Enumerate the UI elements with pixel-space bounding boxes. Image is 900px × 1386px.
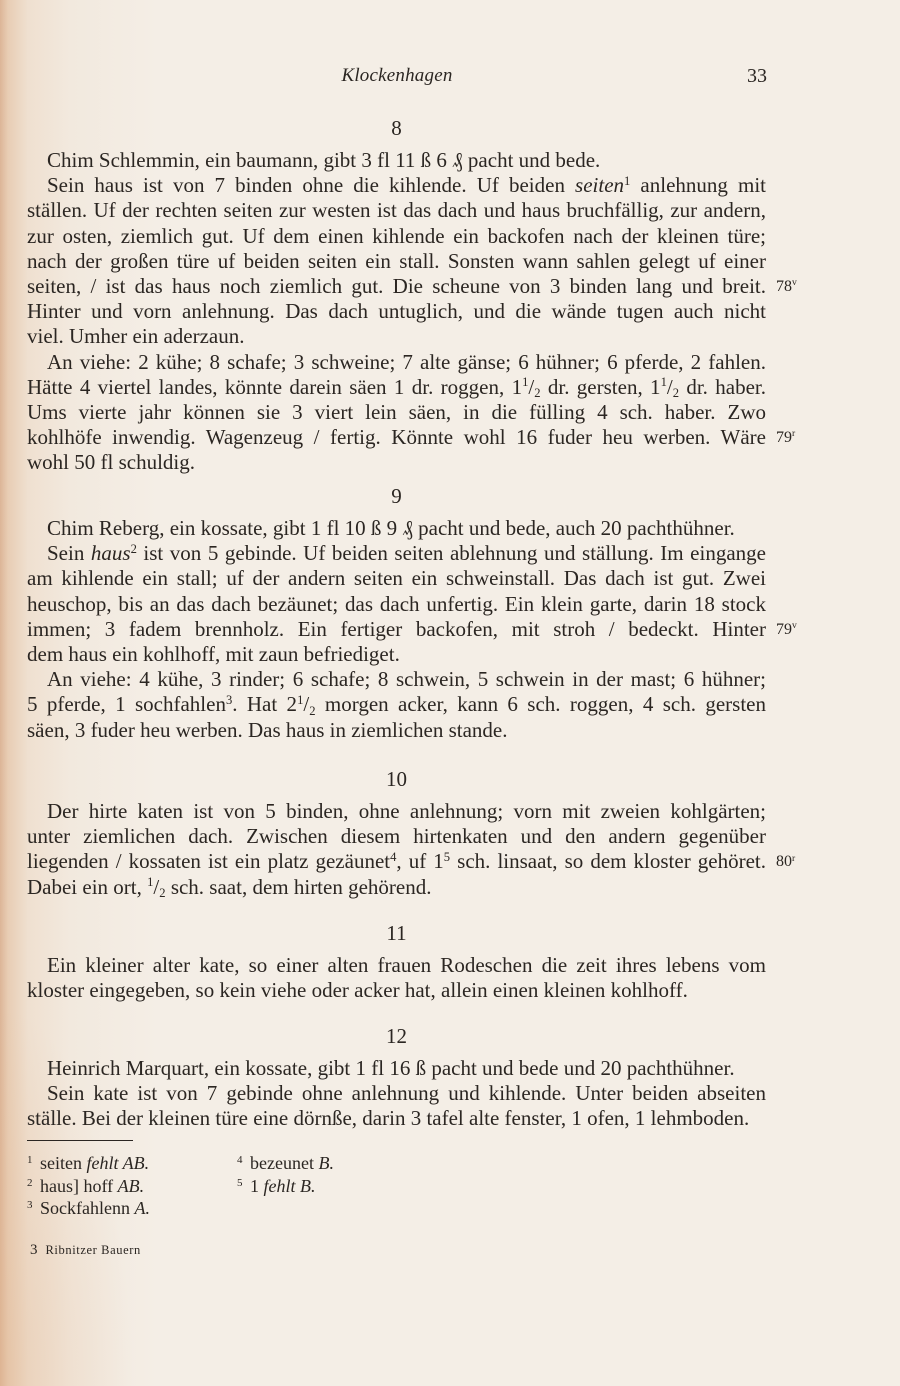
paragraph (27, 667, 766, 743)
text-run: ist von 5 gebinde. Uf beiden seiten ablehnung und ställung. Im eingange (136, 541, 766, 566)
text-run: liegenden / kossaten ist ein platz gezäunet (27, 849, 391, 874)
paragraph (27, 799, 796, 901)
entry-section (27, 920, 766, 1003)
text-run: 5 pferde, 1 sochfahlen (27, 692, 226, 717)
text-line (27, 173, 766, 198)
text-run: sch. saat, dem hirten gehörend. (165, 874, 432, 899)
folio-marginal-note (776, 617, 797, 642)
text-run: Chim Schlemmin, ein baumann, gibt 3 fl 11 ß 6 ₰ pacht und bede. (47, 148, 601, 172)
text-run: / (528, 374, 535, 399)
entry-section (27, 483, 797, 743)
superscript: 5 (443, 849, 451, 864)
folio-number: 80 (776, 853, 792, 871)
text-line (27, 692, 766, 717)
folio-marginal-note (776, 425, 795, 450)
italic-text: seiten (575, 173, 625, 198)
entry-section (27, 766, 796, 901)
text-run: / (153, 874, 160, 899)
entry-number: 12 (386, 1024, 407, 1048)
footnote-siglum: fehlt B. (263, 1175, 316, 1196)
text-line (27, 224, 766, 249)
text-line (27, 148, 766, 173)
paragraph (27, 173, 797, 349)
folio-marginal-note (776, 849, 795, 874)
footnote (27, 1197, 150, 1220)
superscript: 1 (297, 692, 304, 707)
text-run: Ein kleiner alter kate, so einer alten frauen Rodeschen die zeit ihres lebens vom (47, 953, 766, 977)
text-run: . Hat 2 (232, 692, 298, 717)
folio-number: 79 (776, 620, 792, 638)
text-run: seiten, / ist das haus noch ziemlich gut. Die scheune von 3 binden lang und breit. (27, 273, 766, 298)
footnote-marker: 4 (237, 1154, 243, 1166)
footnote-marker: 5 (237, 1176, 243, 1189)
running-header (27, 62, 767, 90)
text-line (27, 541, 766, 566)
text-run: Hätte 4 viertel landes, könnte darein säen 1 dr. roggen, 1 (27, 374, 523, 399)
text-run: immen; 3 fadem brennholz. Ein fertiger backofen, mit stroh / bedeckt. Hinter (27, 616, 766, 641)
text-run: unter ziemlichen dach. Zwischen diesem hirtenkaten und den andern gegenüber (27, 824, 766, 849)
footnote (27, 1152, 150, 1175)
text-line (27, 616, 797, 642)
footnote-marker: 2 (27, 1176, 33, 1189)
text-run: Dabei ein ort, (27, 874, 148, 899)
folio-side: v (792, 277, 797, 289)
text-run: ställe. Bei der kleinen türe eine dörnße, darin 3 tafel alte fenster, 1 ofen, 1 lehmboden. (27, 1106, 750, 1131)
text-run: dem haus ein kohlhoff, mit zaun befriediget. (27, 641, 400, 666)
text-line (27, 450, 766, 475)
signature-number: 3 (30, 1242, 38, 1258)
text-line (27, 324, 766, 349)
superscript: 2 (130, 541, 137, 556)
text-line (27, 824, 766, 849)
folio-number: 78 (776, 277, 792, 295)
footnote-marker: 3 (27, 1199, 33, 1211)
text-line (27, 249, 766, 274)
footnote-text: Sockfahlenn (40, 1198, 130, 1218)
footnote-text: seiten (40, 1153, 82, 1173)
footnote-marker: 1 (27, 1154, 33, 1166)
text-run: dr. gersten, 1 (540, 374, 661, 399)
text-line (27, 198, 766, 223)
text-line (27, 516, 766, 541)
paragraph (27, 1081, 766, 1131)
text-run: Chim Reberg, ein kossate, gibt 1 fl 10 ß 9 ₰ pacht und bede, auch 20 pachthühner. (47, 516, 735, 540)
text-run: Sein haus ist von 7 binden ohne die kihlende. Uf beiden (47, 173, 576, 198)
footnote-siglum: B. (318, 1153, 334, 1173)
folio-number: 79 (776, 429, 792, 447)
italic-text: haus (90, 541, 131, 566)
running-title: Klockenhagen (341, 65, 453, 86)
folio-side: r (792, 852, 796, 864)
footnote (237, 1175, 334, 1198)
entry-number: 9 (391, 484, 402, 508)
subscript: 2 (534, 386, 541, 401)
paragraph (27, 953, 766, 1003)
footnote (237, 1152, 334, 1175)
text-run: säen, 3 fuder heu werben. Das haus in ziemlichen stande. (27, 717, 508, 742)
text-run: An viehe: 4 kühe, 3 rinder; 6 schafe; 8 schwein, 5 schwein in der mast; 6 hühner; (47, 667, 766, 692)
superscript: 4 (390, 849, 397, 864)
text-run: zur osten, ziemlich gut. Uf dem einen kihlende ein backofen nach der kleinen türe; (27, 223, 766, 248)
text-line (27, 978, 766, 1003)
text-run: / (666, 374, 673, 399)
text-line (27, 273, 797, 299)
footnote-column (237, 1152, 334, 1197)
text-line (27, 592, 766, 617)
signature-label: Ribnitzer Bauern (45, 1243, 141, 1257)
footnote-siglum: A. (134, 1198, 150, 1218)
text-run: Ums vierte jahr können sie 3 viert lein säen, in die fülling 4 sch. haber. Zwo (27, 399, 766, 424)
footnote-text: 1 (250, 1175, 259, 1196)
page-number: 33 (747, 65, 767, 87)
signature-line (30, 1241, 141, 1259)
text-run: wohl 50 fl schuldig. (27, 450, 195, 475)
text-run: , uf 1 (396, 849, 444, 874)
text-run: Sein kate ist von 7 gebinde ohne anlehnung und kihlende. Unter beiden abseiten (47, 1081, 766, 1106)
footnote-text: bezeunet (250, 1153, 314, 1173)
paragraph (27, 349, 796, 476)
folio-side: r (792, 428, 796, 440)
text-run: heuschop, bis an das dach bezäunet; das dach unfertig. Ein klein garte, darin 18 stock (27, 591, 766, 616)
text-line (27, 953, 766, 978)
paragraph (27, 516, 766, 541)
superscript: 3 (225, 692, 233, 707)
text-run: / (303, 692, 310, 717)
folio-marginal-note (776, 274, 797, 299)
footnote-column (27, 1152, 150, 1220)
subscript: 2 (309, 704, 316, 719)
text-line (27, 1056, 766, 1081)
text-run: Heinrich Marquart, ein kossate, gibt 1 fl 16 ß pacht und bede und 20 pachthühner. (47, 1056, 735, 1080)
superscript: 1 (660, 375, 667, 390)
superscript: 1 (522, 375, 529, 390)
text-line (27, 1106, 766, 1131)
paragraph (27, 541, 797, 667)
subscript: 2 (672, 386, 679, 401)
text-line (27, 425, 796, 450)
entry-number: 8 (391, 116, 402, 140)
text-line (27, 799, 766, 824)
text-line (27, 299, 766, 324)
text-run: Sein (47, 541, 91, 566)
footnote-siglum: fehlt AB. (86, 1153, 150, 1173)
footnote-text: haus] hoff (40, 1175, 114, 1196)
paragraph (27, 1056, 766, 1081)
text-run: nach der großen türe uf beiden seiten ein stall. Sonsten wann sahlen gelegt uf einer (27, 248, 766, 273)
text-run: ställen. Uf der rechten seiten zur westen ist das dach und haus bruchfällig, zur andern, (27, 198, 766, 223)
text-line (27, 667, 766, 692)
superscript: 1 (147, 875, 154, 890)
text-run: kohlhöfe inwendig. Wagenzeug / fertig. Könnte wohl 16 fuder heu werben. Wäre (27, 425, 766, 450)
text-line (27, 875, 766, 900)
text-run: dr. haber. (679, 374, 767, 399)
entry-number: 11 (386, 921, 407, 945)
text-line (27, 1081, 766, 1106)
text-line (27, 849, 796, 874)
footnote-divider (27, 1140, 133, 1141)
text-run: Der hirte katen ist von 5 binden, ohne anlehnung; vorn mit zweien kohlgärten; (47, 799, 766, 823)
text-line (27, 350, 766, 375)
text-run: sch. linsaat, so dem kloster gehöret. (450, 849, 766, 874)
text-line (27, 718, 766, 743)
footnote (27, 1175, 150, 1198)
text-run: anlehnung mit (630, 173, 766, 198)
footnote-siglum: AB. (117, 1175, 145, 1196)
text-run: Hinter und vorn anlehnung. Das dach untuglich, und die wände tugen auch nicht (27, 299, 766, 324)
subscript: 2 (159, 886, 166, 901)
text-run: am kihlende ein stall; uf der andern seiten ein schweinstall. Das dach ist gut. Zwei (27, 566, 766, 591)
folio-side: v (792, 620, 797, 631)
text-line (27, 375, 766, 400)
text-line (27, 566, 766, 591)
superscript: 1 (624, 173, 631, 188)
text-run: viel. Umher ein aderzaun. (27, 324, 245, 349)
entry-section (27, 115, 797, 475)
text-line (27, 400, 766, 425)
text-run: kloster eingegeben, so kein viehe oder acker hat, allein einen kleinen kohlhoff. (27, 978, 688, 1003)
text-run: An viehe: 2 kühe; 8 schafe; 3 schweine; 7 alte gänse; 6 hühner; 6 pferde, 2 fahlen. (47, 349, 766, 374)
entry-number: 10 (386, 767, 407, 791)
entry-section (27, 1023, 766, 1132)
paragraph (27, 148, 766, 173)
text-run: morgen acker, kann 6 sch. roggen, 4 sch. gersten (315, 692, 766, 717)
text-line (27, 642, 766, 667)
